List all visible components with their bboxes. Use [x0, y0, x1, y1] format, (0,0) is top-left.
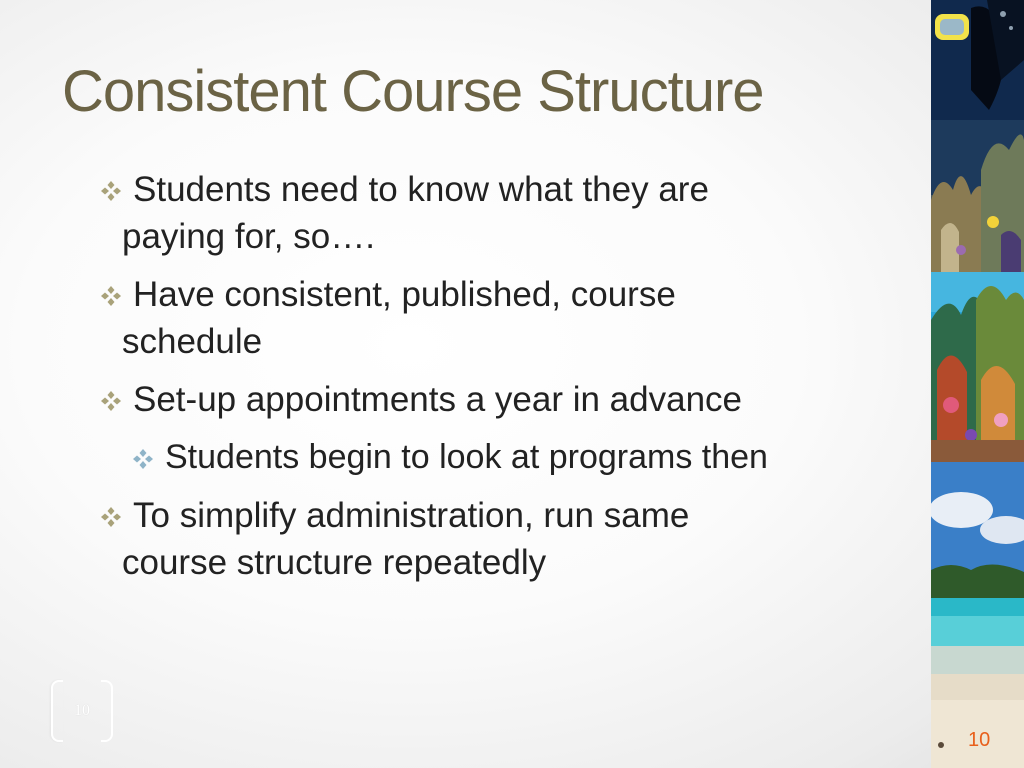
bullet-line: course structure repeatedly [122, 543, 547, 582]
bullet-line: To simplify administration, run same [133, 496, 690, 535]
slide-title: Consistent Course Structure [62, 59, 764, 124]
diamond-bullet-icon [100, 180, 122, 202]
diamond-bullet-icon [100, 285, 122, 307]
bullet-item [100, 492, 900, 586]
diamond-bullet-icon [100, 390, 122, 412]
bullet-item [100, 376, 900, 423]
page-number: 10 [968, 729, 991, 751]
slide-number-placeholder [51, 680, 113, 740]
coral-reef-photo [931, 272, 1024, 462]
bullet-line: Students begin to look at programs then [165, 438, 768, 476]
bullet-item [100, 271, 900, 365]
bullet-line: Have consistent, published, course [133, 275, 676, 314]
bullet-item [100, 166, 900, 260]
bullet-line: Set-up appointments a year in advance [133, 380, 742, 419]
bullet-line: paying for, so…. [122, 217, 375, 256]
slide-number-placeholder-text: 10 [74, 702, 90, 719]
scuba-diver-photo [931, 0, 1024, 272]
tropical-beach-photo [931, 462, 1024, 768]
photo-strip [931, 0, 1024, 768]
bullet-line: Students need to know what they are [133, 170, 709, 209]
bullet-list [100, 166, 900, 597]
sub-bullet-item [132, 434, 900, 481]
diamond-bullet-icon [100, 506, 122, 528]
bullet-line: schedule [122, 322, 263, 361]
diamond-bullet-icon [132, 448, 154, 470]
